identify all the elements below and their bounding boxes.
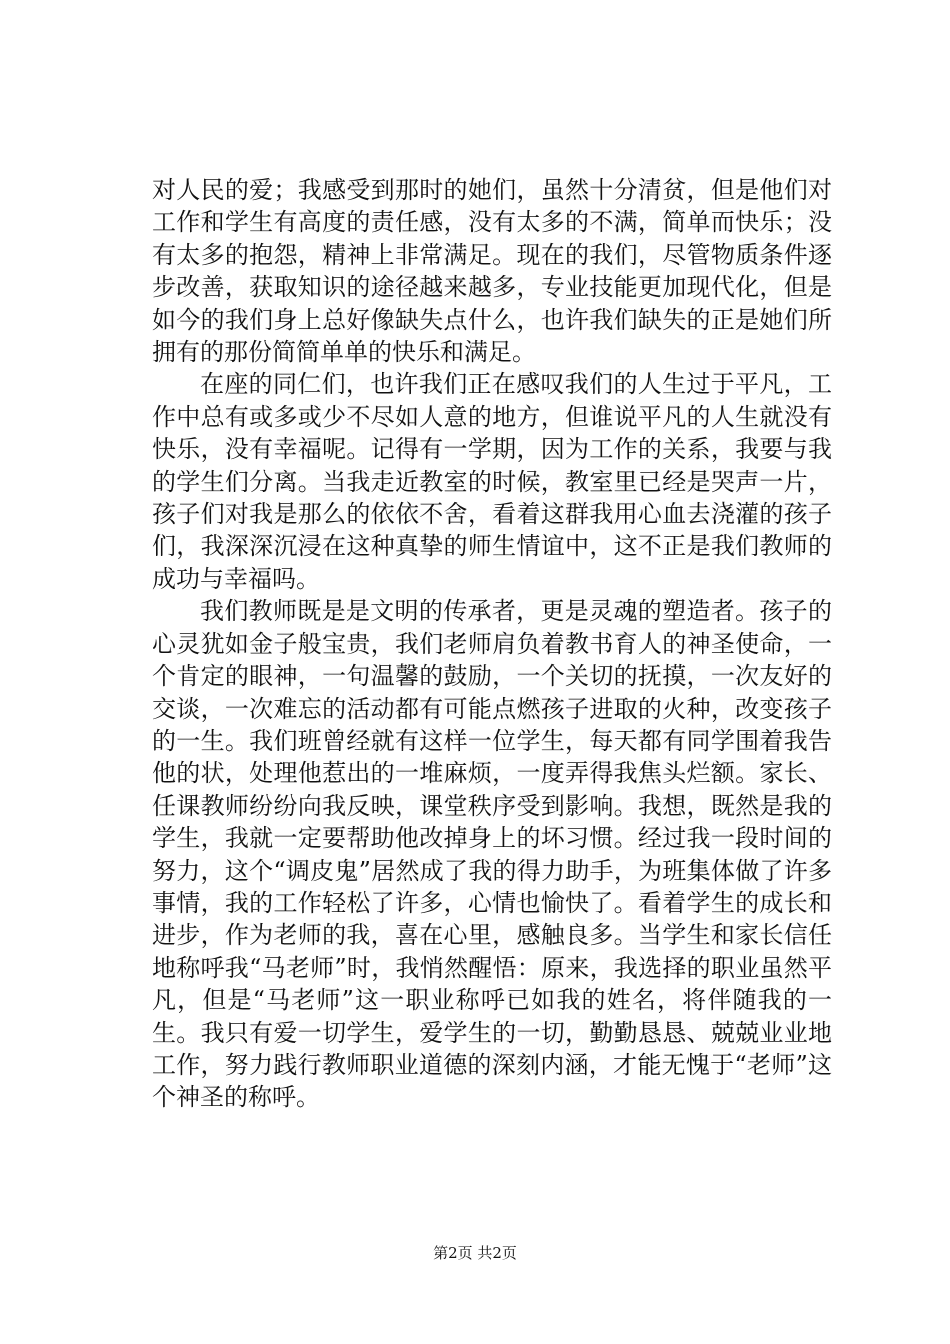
- page-footer: 第2页 共2页: [433, 1244, 517, 1262]
- paragraph-teachers: 我们教师既是是文明的传承者，更是灵魂的塑造者。孩子的心灵犹如金子般宝贵，我们老师肩负着教书育人的神圣使命，一个肯定的眼神，一句温馨的鼓励，一个关切的抚摸，一次友好的交谈，一次难忘的活动都有可能点燃孩子进取的火种，改变孩子的一生。我们班曾经就有这样一位学生，每天都有同学围着我告他的状，处理他惹出的一堆麻烦，一度弄得我焦头烂额。家长、任课教师纷纷向我反映，课堂秩序受到影响。我想，既然是我的学生，我就一定要帮助他改掉身上的坏习惯。经过我一段时间的努力，这个“调皮鬼”居然成了我的得力助手，为班集体做了许多事情，我的工作轻松了许多，心情也愉快了。看着学生的成长和进步，作为老师的我，喜在心里，感触良多。当学生和家长信任地称呼我“马老师”时，我悄然醒悟：原来，我选择的职业虽然平凡，但是“马老师”这一职业称呼已如我的姓名，将伴随我的一生。我只有爱一切学生，爱学生的一切，勤勤恳恳、兢兢业业地工作，努力践行教师职业道德的深刻内涵，才能无愧于“老师”这个神圣的称呼。: [152, 597, 832, 1112]
- paragraph-continuation: 对人民的爱；我感受到那时的她们，虽然十分清贫，但是他们对工作和学生有高度的责任感，没有太多的不满，简单而快乐；没有太多的抱怨，精神上非常满足。现在的我们，尽管物质条件逐步改善，获取知识的途径越来越多，专业技能更加现代化，但是如今的我们身上总好像缺失点什么，也许我们缺失的正是她们所拥有的那份简简单单的快乐和满足。: [152, 176, 832, 367]
- document-body: [152, 174, 832, 1114]
- paragraph-colleagues: 在座的同仁们，也许我们正在感叹我们的人生过于平凡，工作中总有或多或少不尽如人意的地方，但谁说平凡的人生就没有快乐，没有幸福呢。记得有一学期，因为工作的关系，我要与我的学生们分离。当我走近教室的时候，教室里已经是哭声一片，孩子们对我是那么的依依不舍，看着这群我用心血去浇灌的孩子们，我深深沉浸在这种真挚的师生情谊中，这不正是我们教师的成功与幸福吗。: [152, 370, 832, 593]
